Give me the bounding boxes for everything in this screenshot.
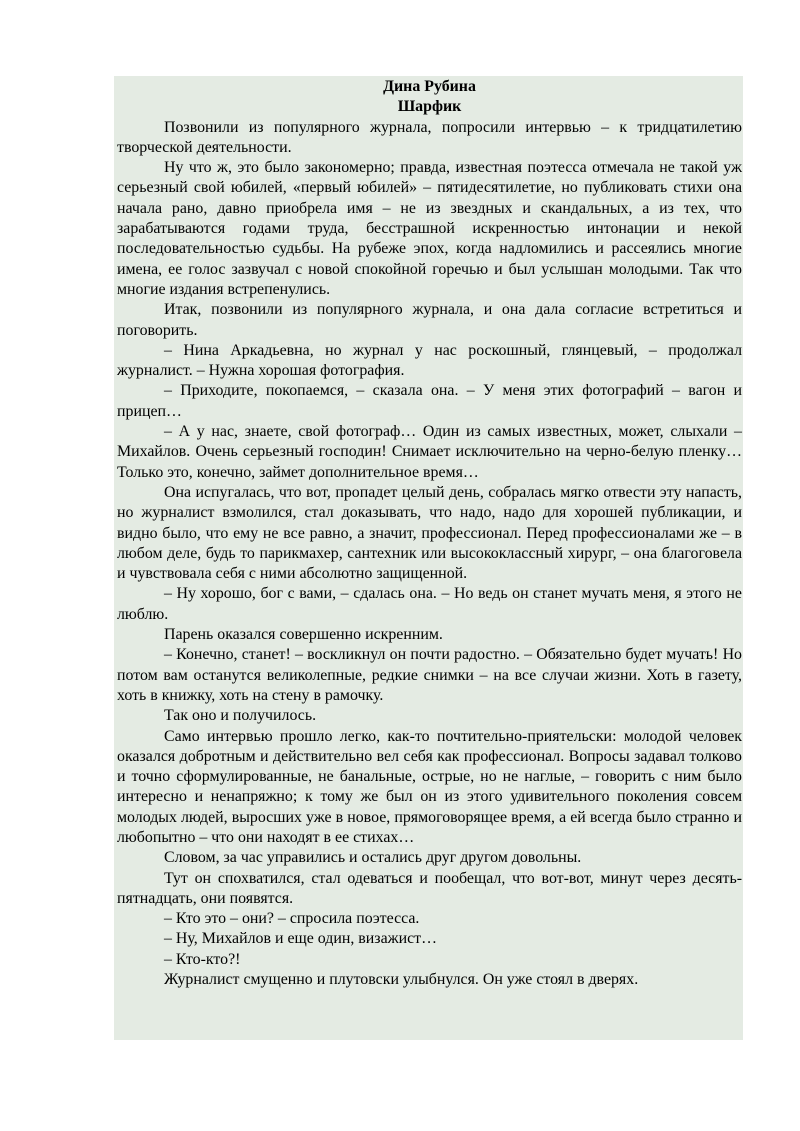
paragraph: Само интервью прошло легко, как-то почтительно-приятельски: молодой человек оказался добротным и действительно вел себя как профессионал. Вопросы задавал толково и точно сформулированные, не банальные, острые, но не наглые, – говорить с ним было интересно и ненапряжно; к тому же был он из этого удивительного поколения совсем молодых людей, выросших уже в новое, прямоговорящее время, а ей всегда было странно и любопытно – что они находят в ее стихах… <box>117 727 742 846</box>
story-title: Шарфик <box>397 98 462 116</box>
paragraph: Журналист смущенно и плутовски улыбнулся. Он уже стоял в дверях. <box>164 971 639 989</box>
paragraph: Ну что ж, это было закономерно; правда, известная поэтесса отмечала не такой уж серьезный свой юбилей, «первый юбилей» – пятидесятилетие, но публиковать стихи она начала рано, давно приобрела имя – не из звездных и скандальных, а из тех, что зарабатываются годами труда, бесстрашной искренностью интонации и некой последовательностью судьбы. На рубеже эпох, когда надломились и рассеялись многие имена, ее голос зазвучал с новой спокойной горечью и был услышан молодыми. Так что многие издания встрепенулись. <box>117 159 742 298</box>
paragraph: – Конечно, станет! – воскликнул он почти радостно. – Обязательно будет мучать! Но потом вам останутся великолепные, редкие снимки – на все случаи жизни. Хоть в газету, хоть в книжку, хоть на стену в рамочку. <box>117 646 742 704</box>
paragraph: Она испугалась, что вот, пропадет целый день, собралась мягко отвести эту напасть, но журналист взмолился, стал доказывать, что надо, надо для хорошей публикации, и видно было, что ему не все равно, а значит, профессионал. Перед профессионалами же – в любом деле, будь то парикмахер, сантехник или высококлассный хирург, – она благоговела и чувствовала себя с ними абсолютно защищенной. <box>117 483 742 583</box>
document-body <box>117 77 742 990</box>
paragraph: Итак, позвонили из популярного журнала, и она дала согласие встретиться и поговорить. <box>117 301 742 339</box>
paragraph: Словом, за час управились и остались друг другом довольны. <box>164 849 582 867</box>
paragraph: – Кто-кто?! <box>164 950 241 968</box>
paragraph: – Приходите, покопаемся, – сказала она. – У меня этих фотографий – вагон и прицеп… <box>117 382 742 420</box>
paragraph: Позвонили из популярного журнала, попросили интервью – к тридцатилетию творческой деятельности. <box>117 118 742 156</box>
author-name: Дина Рубина <box>383 78 476 95</box>
paragraph: – Ну, Михайлов и еще один, визажист… <box>164 930 437 948</box>
paragraph: – А у нас, знаете, свой фотограф… Один из самых известных, может, слыхали – Михайлов. Очень серьезный господин! Снимает исключительно на черно-белую пленку… Только это, конечно, займет дополнительное время… <box>117 423 742 481</box>
paragraph: Так оно и получилось. <box>164 707 317 725</box>
paragraph: Парень оказался совершенно искренним. <box>164 626 443 644</box>
paragraph: Тут он спохватился, стал одеваться и пообещал, что вот-вот, минут через десять-пятнадцать, они появятся. <box>117 869 742 907</box>
paragraph: – Нина Аркадьевна, но журнал у нас роскошный, глянцевый, – продолжал журналист. – Нужна хорошая фотография. <box>117 341 742 380</box>
paragraph: – Кто это – они? – спросила поэтесса. <box>164 910 420 928</box>
paragraph: – Ну хорошо, бог с вами, – сдалась она. – Но ведь он станет мучать меня, я этого не люблю. <box>117 585 742 623</box>
